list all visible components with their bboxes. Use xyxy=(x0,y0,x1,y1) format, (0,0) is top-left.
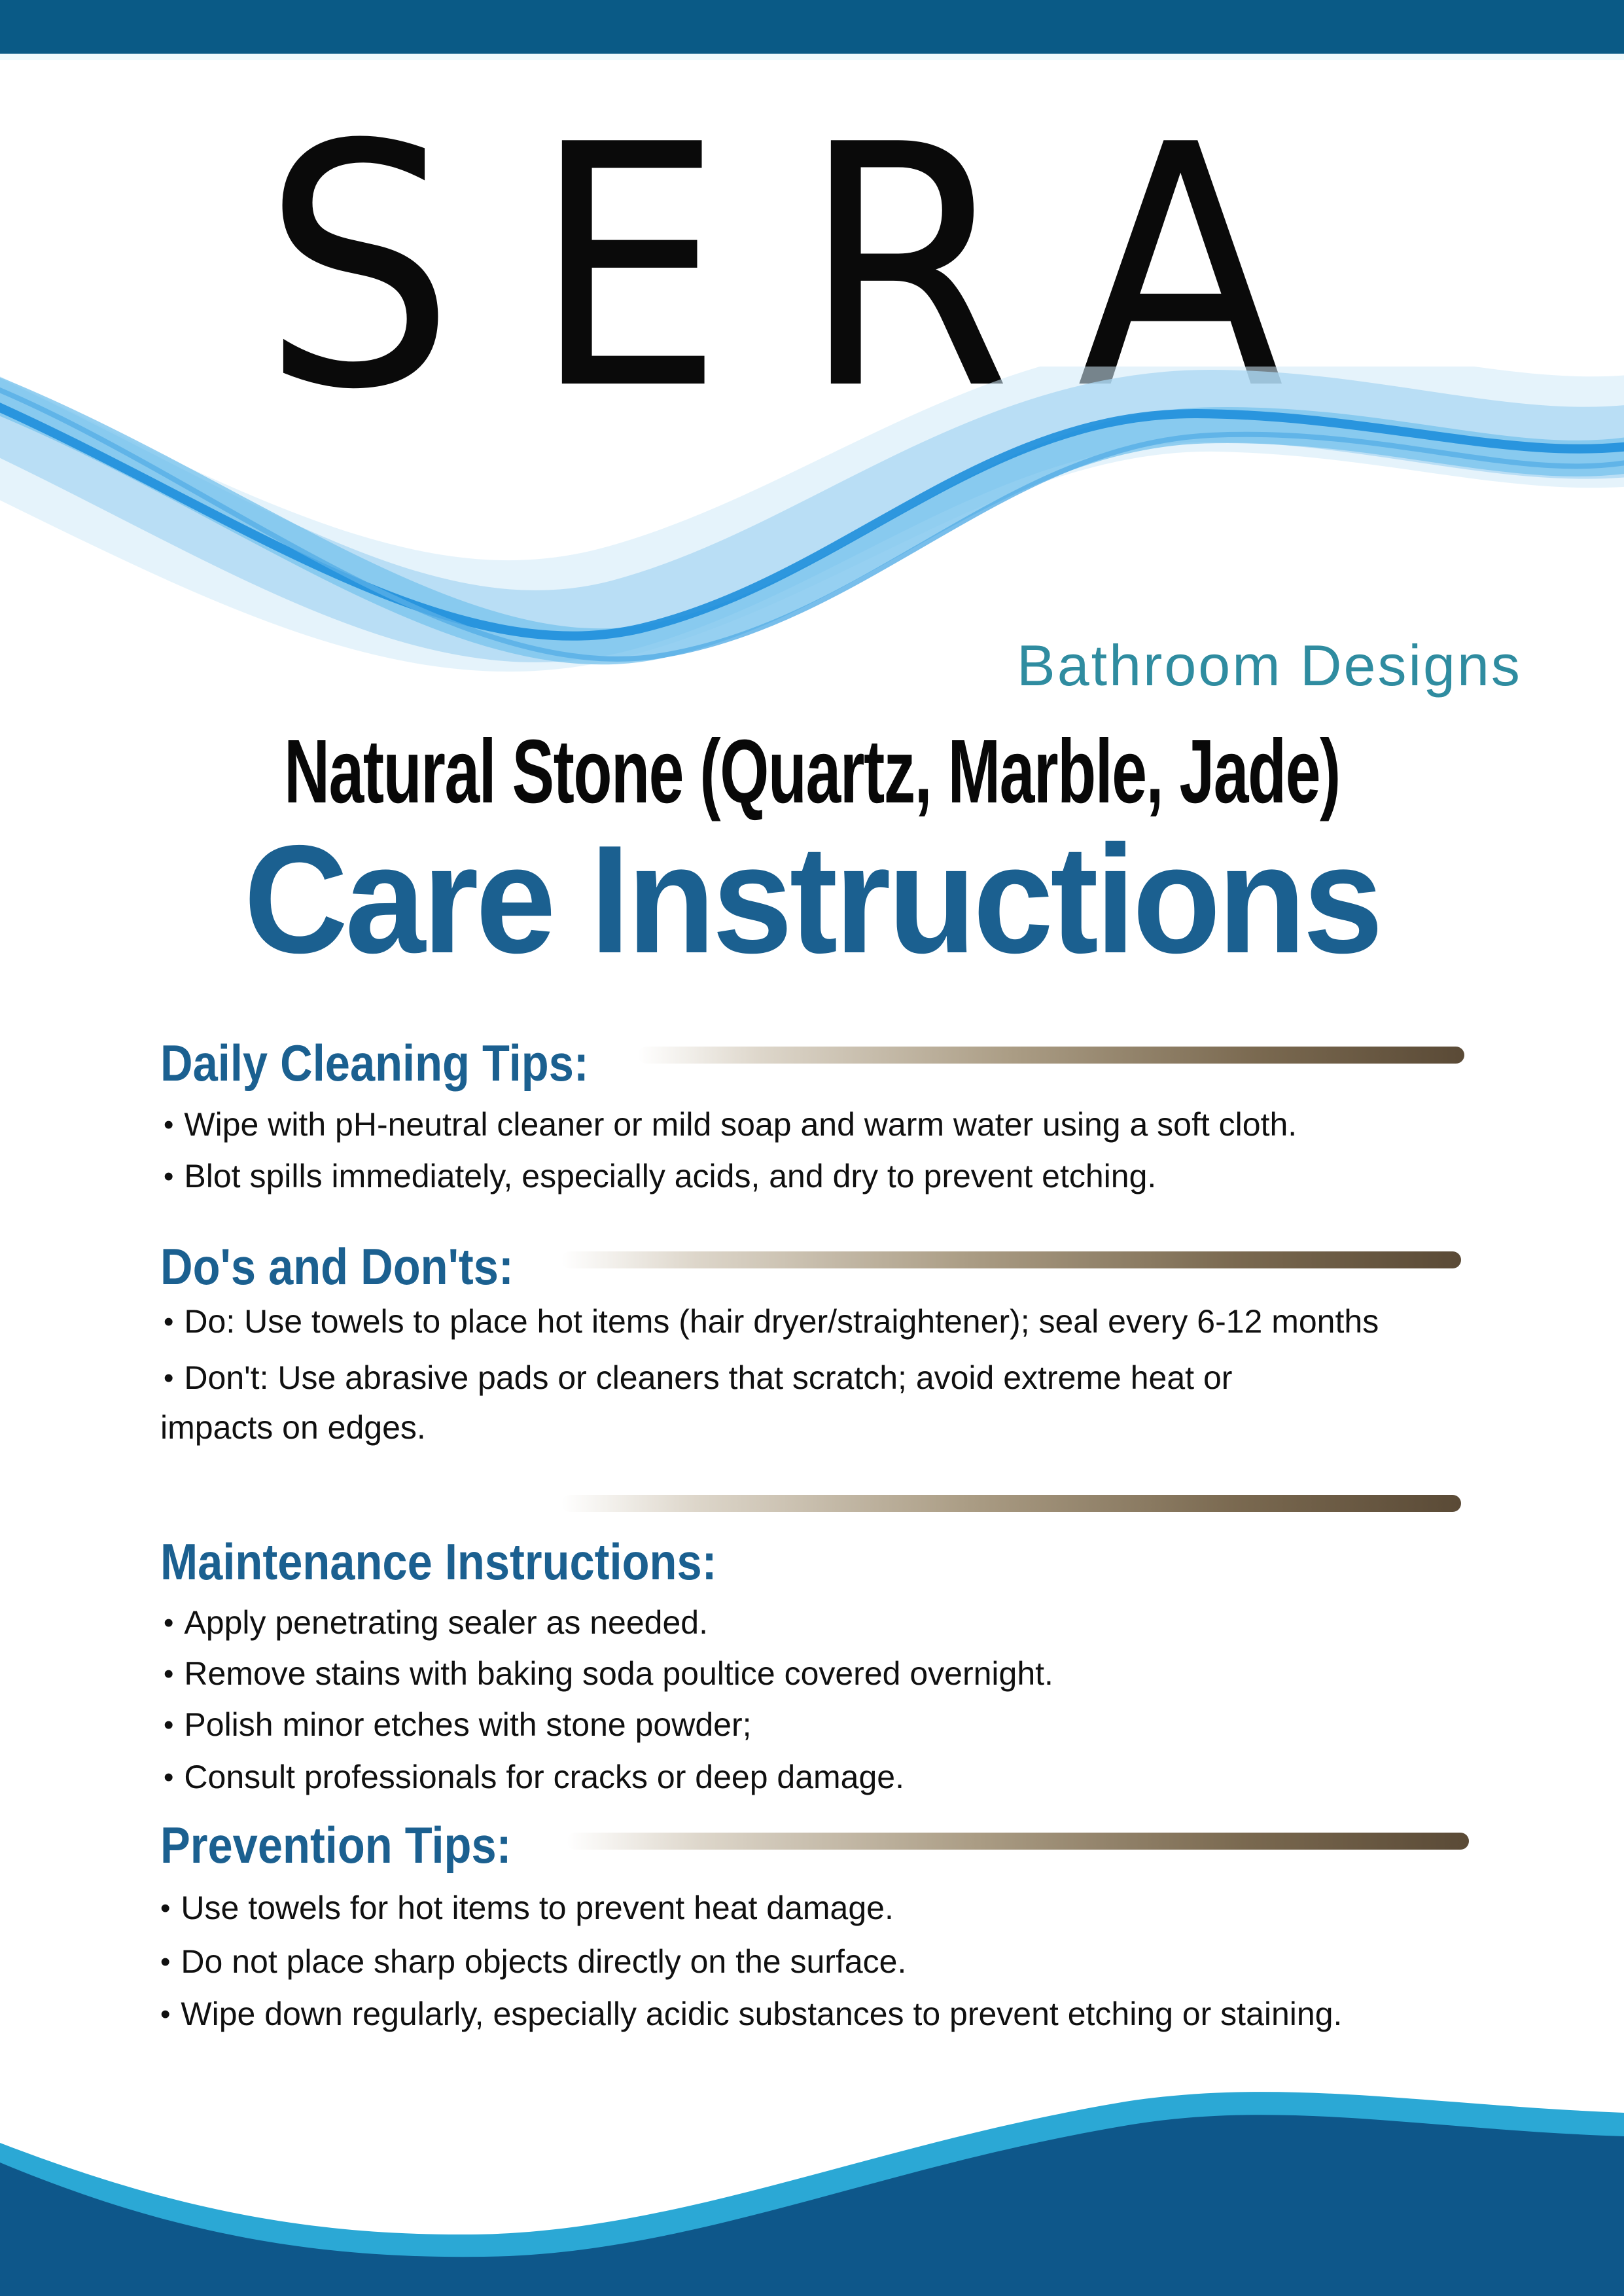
brand-logo-text: SERA xyxy=(262,122,1362,397)
list-item xyxy=(164,1759,904,1795)
bullet-marker: • xyxy=(164,1761,174,1793)
list-item xyxy=(164,1158,1156,1194)
bullet-marker: • xyxy=(160,1946,171,1978)
section-title-prevention: Prevention Tips: xyxy=(160,1816,512,1874)
section-divider-bar-daily xyxy=(638,1047,1464,1064)
bullet-text: Blot spills immediately, especially acids, and dry to prevent etching. xyxy=(184,1158,1157,1194)
product-subtitle: Natural Stone (Quartz, Marble, Jade) xyxy=(284,721,1340,822)
section-divider-bar-dos xyxy=(561,1251,1461,1268)
top-accent-underline xyxy=(0,54,1624,60)
section-title-dos-donts: Do's and Don'ts: xyxy=(160,1238,514,1295)
bullet-marker: • xyxy=(164,1160,174,1193)
bullet-marker: • xyxy=(160,1998,171,2030)
bullet-text: Use towels for hot items to prevent heat damage. xyxy=(181,1890,894,1926)
list-item xyxy=(164,1656,1053,1692)
bullet-text: Wipe with pH-neutral cleaner or mild soap and warm water using a soft cloth. xyxy=(184,1106,1297,1143)
bullet-text: Don't: Use abrasive pads or cleaners that scratch; avoid extreme heat or xyxy=(184,1359,1233,1396)
list-item xyxy=(164,1107,1297,1143)
list-item xyxy=(160,1890,894,1926)
top-accent-bar xyxy=(0,0,1624,54)
bullet-text: Remove stains with baking soda poultice covered overnight. xyxy=(184,1655,1053,1692)
list-item xyxy=(164,1707,752,1743)
list-item xyxy=(164,1360,1232,1396)
list-item xyxy=(164,1605,708,1641)
bullet-text: Do: Use towels to place hot items (hair dryer/straightener); seal every 6-12 months xyxy=(184,1303,1379,1340)
bullet-marker: • xyxy=(160,1892,171,1924)
bullet-marker: • xyxy=(164,1109,174,1141)
bullet-text: Consult professionals for cracks or deep damage. xyxy=(184,1759,904,1795)
section-divider-bar-prevention xyxy=(567,1833,1469,1850)
bullet-continuation-text: impacts on edges. xyxy=(160,1409,426,1446)
brand-tagline: Bathroom Designs xyxy=(1017,633,1522,698)
page-title: Care Instructions xyxy=(243,813,1381,985)
list-item xyxy=(164,1304,1379,1340)
section-title-maintenance: Maintenance Instructions: xyxy=(160,1533,717,1590)
bullet-marker: • xyxy=(164,1709,174,1741)
bullet-marker: • xyxy=(164,1658,174,1690)
bullet-text: Wipe down regularly, especially acidic substances to prevent etching or staining. xyxy=(181,1996,1343,2032)
list-item xyxy=(160,1996,1342,2032)
bullet-text: Polish minor etches with stone powder; xyxy=(184,1706,752,1743)
list-item xyxy=(160,1944,906,1980)
footer-wave-graphic xyxy=(0,2034,1624,2296)
footer-wave-dark-fill xyxy=(0,2115,1624,2296)
bullet-text: Do not place sharp objects directly on the surface. xyxy=(181,1943,907,1980)
bullet-text: Apply penetrating sealer as needed. xyxy=(184,1604,708,1641)
section-title-daily-cleaning: Daily Cleaning Tips: xyxy=(160,1034,589,1092)
bullet-marker: • xyxy=(164,1607,174,1639)
section-divider-bar-standalone xyxy=(561,1495,1461,1512)
brand-logo xyxy=(256,122,1368,397)
bullet-marker: • xyxy=(164,1306,174,1338)
bullet-marker: • xyxy=(164,1362,174,1394)
